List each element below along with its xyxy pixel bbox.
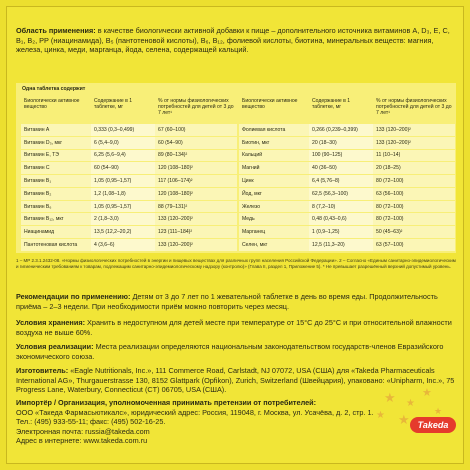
table-row [239,150,455,162]
usage-label: Рекомендации по применению: [16,292,131,301]
content-cell: 62,5 (56,3–100) [309,188,373,200]
percent-cell: 67 (60–100) [155,124,237,136]
table-row [239,175,455,187]
usage-text: Детям от 3 до 7 лет по 1 жевательной таблетке в день во время еды. Продолжительность приёма – 2–3 недели. При необходимости приём можно повторить через месяц. [16,292,438,311]
content-cell: 8 (7,2–10) [309,201,373,213]
star-icon: ★ [422,387,432,399]
table-row [21,162,237,174]
content-cell: 6 (5,4–9,0) [91,137,155,149]
percent-cell: 120 (108–180)² [155,162,237,174]
substance-cell: Йод, мкг [239,188,309,200]
storage-label: Условия хранения: [16,318,86,327]
table-row [239,213,455,225]
percent-cell: 80 (72–100) [373,213,455,225]
application-area-text [16,26,456,55]
percent-cell: 50 (45–63)² [373,226,455,238]
percent-cell: 117 (106–174)² [155,175,237,187]
substance-cell: Пантотеновая кислота [21,239,91,251]
table-row [21,175,237,187]
content-cell: 2 (1,8–3,0) [91,213,155,225]
substance-cell: Витамин B₁₂, мкг [21,213,91,225]
composition-table-left [21,96,237,252]
percent-cell: 123 (111–184)² [155,226,237,238]
percent-cell: 60 (54–90) [155,137,237,149]
table-row [239,239,455,251]
content-cell: 6,4 (5,76–8) [309,175,373,187]
importer-email: Электронная почта: russia@takeda.com [16,426,150,436]
table-row [21,213,237,225]
composition-table-caption: Одна таблетка содержит [22,86,86,92]
percent-cell: 80 (72–100) [373,201,455,213]
importer-website: Адрес в интернете: www.takeda.com.ru [16,436,148,446]
importer-address: ООО «Такеда Фармасьютикалс», юридический адрес: Россия, 119048, г. Москва, ул. Усачёва, д. 2, стр. 1. [16,407,374,417]
substance-cell: Витамин С [21,162,91,174]
percent-cell: 88 (79–131)² [155,201,237,213]
table-row [239,201,455,213]
star-icon: ★ [434,406,443,416]
content-cell: 1,2 (1,08–1,8) [91,188,155,200]
takeda-logo: Takeda [410,417,456,433]
substance-cell: Магний [239,162,309,174]
manufacturer-label: Изготовитель: [16,366,69,375]
header-percent: % от нормы физиологических потребностей для детей от 3 до 7 лет¹ [158,98,234,116]
table-header-row [21,97,237,123]
content-cell: 40 (36–50) [309,162,373,174]
percent-cell: 63 (56–100) [373,188,455,200]
table-row [21,137,237,149]
substance-cell: Витамин D₃, мкг [21,137,91,149]
table-row [21,150,237,162]
sale-section [16,342,456,361]
table-row [21,226,237,238]
substance-cell: Кальций [239,150,309,162]
content-cell: 0,333 (0,3–0,499) [91,124,155,136]
table-row [21,124,237,136]
application-area-label: Область применения: [16,26,96,35]
content-cell: 100 (90–125) [309,150,373,162]
substance-cell: Витамин B₆ [21,201,91,213]
table-row [21,188,237,200]
application-area-body: в качестве биологически активной добавки к пище – дополнительного источника витаминов А, D₃, Е, С, В₁, В₂, РР (ниацинамида), В₅ (пантотеновой кислоты), В₆, В₁₂, фолиевой кислоты, биотина, минеральных веществ: магния, железа, цинка, меди, марганца, йода, селена, содержащей кальций. [16,26,450,55]
percent-cell: 133 (120–200)² [155,239,237,251]
substance-cell: Фолиевая кислота [239,124,309,136]
importer-label: Импортёр / Организация, уполномоченная принимать претензии от потребителей: [16,398,317,407]
percent-cell: 63 (57–100) [373,239,455,251]
content-cell: 1 (0,9–1,25) [309,226,373,238]
substance-cell: Марганец [239,226,309,238]
substance-cell: Ниацинамид [21,226,91,238]
substance-cell: Витамин B₂ [21,188,91,200]
content-cell: 1,05 (0,95–1,57) [91,175,155,187]
percent-cell: 89 (80–134)² [155,150,237,162]
usage-section [16,292,456,311]
substance-cell: Биотин, мкг [239,137,309,149]
substance-cell: Медь [239,213,309,225]
table-row [239,226,455,238]
content-cell: 1,05 (0,95–1,57) [91,201,155,213]
importer-phone: Тел.: (495) 933-55-11; факс: (495) 502-16-25. [16,417,166,427]
header-substance: Биологически активное вещество [242,98,298,110]
importer-section [16,398,376,446]
substance-cell: Витамин Е, ТЭ [21,150,91,162]
percent-cell: 80 (72–100) [373,175,455,187]
content-cell: 4 (3,6–6) [91,239,155,251]
table-row [239,137,455,149]
composition-table-right [239,96,455,252]
manufacturer-text: «Eagle Nutritionals, Inc.», 111 Commerce Road, Carlstadt, NJ 07072, USA (США) для «Takeda Pharmaceuticals International AG», Thurgauerstrasse 130, 8152 Glattpark (Opfikon), Zurich, Switzerland (Швейцария), упаковано: «Unipharm, Inc.», 75 Progress Lane, Waterbury, Connecticut (CT) 06705, USA (США). [16,366,455,395]
table-row [21,201,237,213]
substance-cell: Селен, мкг [239,239,309,251]
percent-cell: 133 (120–200)² [373,137,455,149]
content-cell: 0,48 (0,43–0,6) [309,213,373,225]
header-content: Содержание в 1 таблетке, мг [312,98,351,110]
percent-cell: 20 (18–25) [373,162,455,174]
content-cell: 13,5 (12,2–20,2) [91,226,155,238]
percent-cell: 133 (120–200)² [373,124,455,136]
sale-label: Условия реализации: [16,342,94,351]
substance-cell: Витамин А [21,124,91,136]
content-cell: 20 (18–30) [309,137,373,149]
substance-cell: Железо [239,201,309,213]
content-cell: 6,25 (5,6–9,4) [91,150,155,162]
table-row [239,124,455,136]
table-row [239,188,455,200]
substance-cell: Витамин B₁ [21,175,91,187]
star-icon: ★ [406,398,415,409]
percent-cell: 133 (120–200)² [155,213,237,225]
star-icon: ★ [384,390,396,405]
substance-cell: Цинк [239,175,309,187]
content-cell: 60 (54–90) [91,162,155,174]
header-percent: % от нормы физиологических потребностей для детей от 3 до 7 лет¹ [376,98,452,116]
table-header-row [239,97,455,123]
table-footnote: 1 – МР 2.3.1.2432-08. «Нормы физиологических потребностей в энергии и пищевых веществах для различных групп населения Российской Федерации». 2 – Согласно «Единым санитарно-эпидемиологическим и гигиеническим требованиям к товарам, подлежащим санитарно-эпидемиологическому надзору (контролю)» (Глава II, раздел 1, Приложение 5). * Не превышает разрешённый верхний допустимый уровень. [16,258,456,269]
content-cell: 12,5 (11,3–20) [309,239,373,251]
header-content: Содержание в 1 таблетке, мг [94,98,133,110]
table-row [21,239,237,251]
table-row [239,162,455,174]
header-substance: Биологически активное вещество [24,98,80,110]
percent-cell: 120 (108–180)² [155,188,237,200]
storage-text: Хранить в недоступном для детей месте при температуре от 15°С до 25°С и при относительной влажности воздуха не выше 60%. [16,318,452,337]
star-icon: ★ [376,410,385,421]
percent-cell: 11 (10–14) [373,150,455,162]
storage-section [16,318,456,337]
sale-text: Места реализации определяются национальным законодательством государств-членов Евразийского экономического союза. [16,342,444,361]
star-icon: ★ [398,412,410,427]
content-cell: 0,266 (0,239–0,399) [309,124,373,136]
